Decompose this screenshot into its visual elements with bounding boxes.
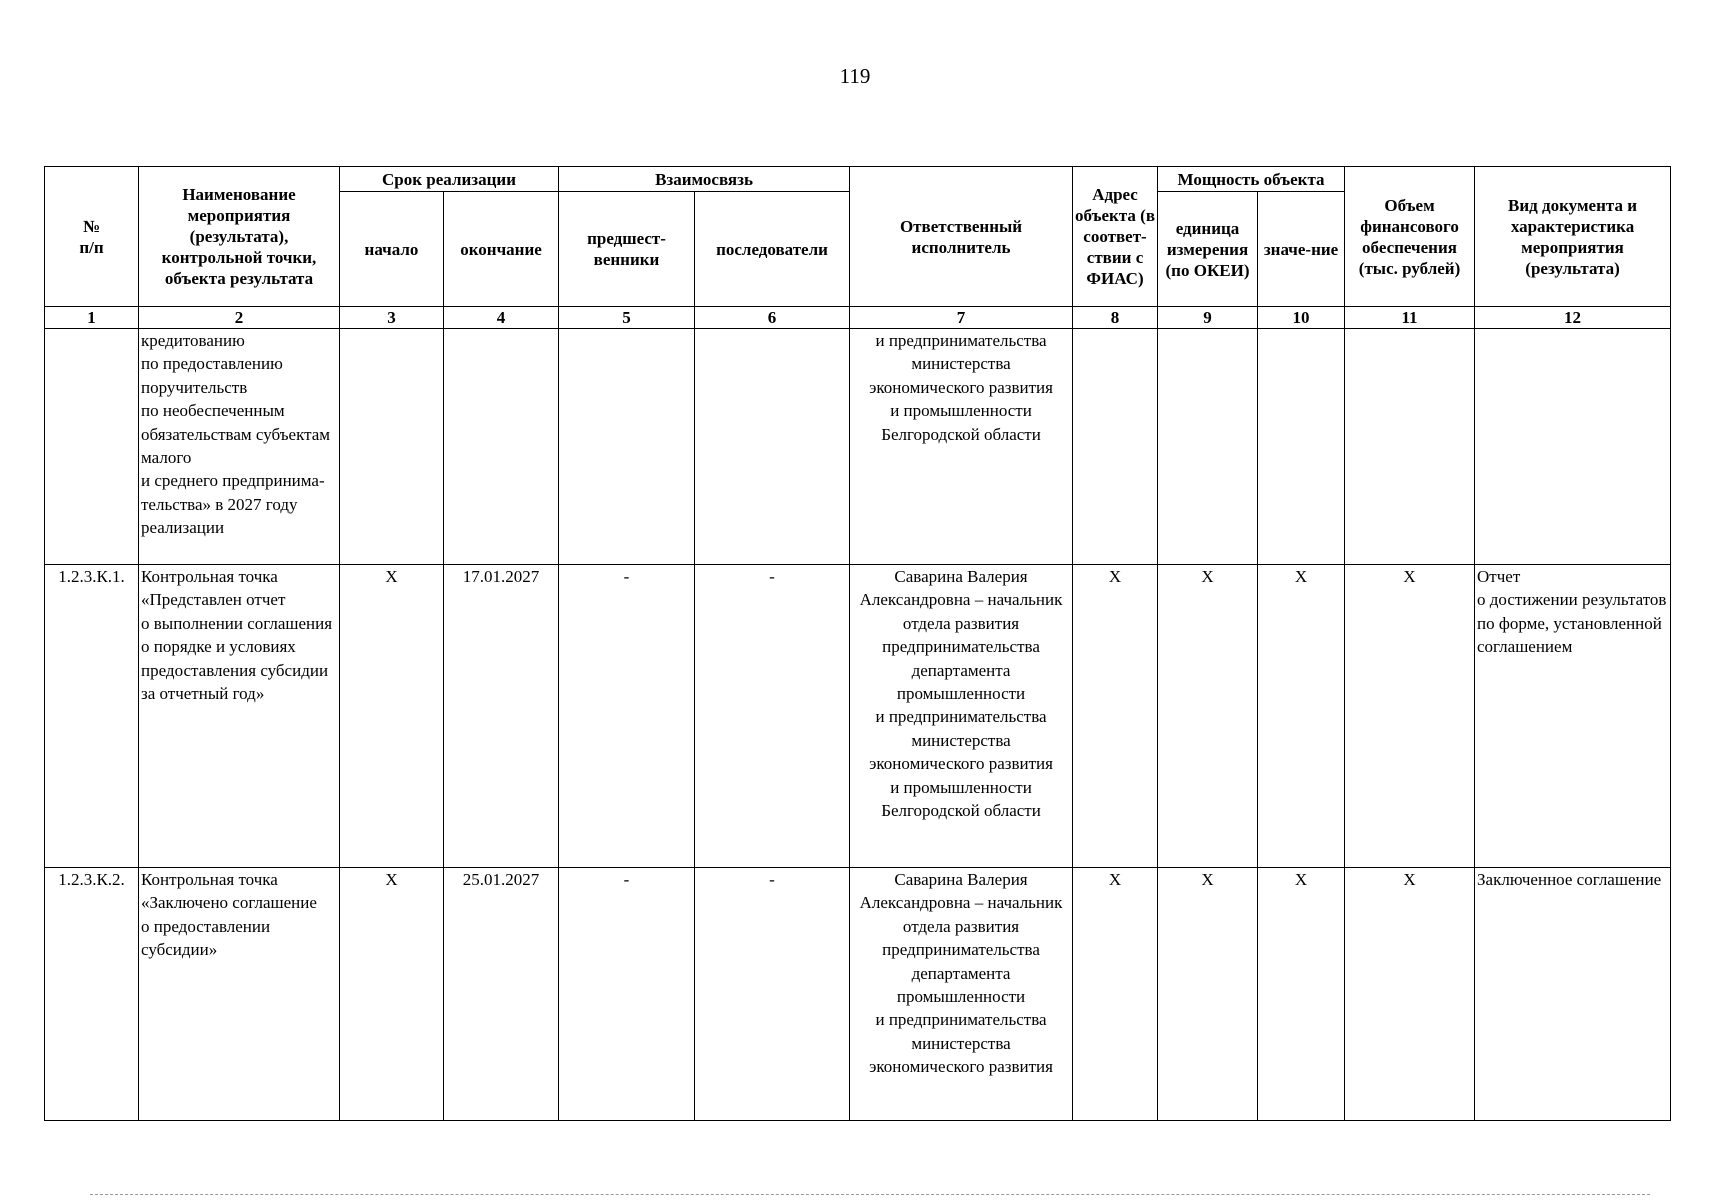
row-start (340, 329, 444, 565)
row-responsible: Саварина Валерия Александровна – начальник отдела развития предпринимательства департамента промышленности и предпринимательства министерства экономического развития (850, 868, 1073, 1121)
row-number: 1.2.3.К.1. (45, 565, 139, 868)
header-document: Вид документа и характеристика мероприятия (результата) (1475, 167, 1671, 307)
row-name: кредитованию по предоставлению поручительств по необеспеченным обязательствам субъектам малого и среднего предпринима-тельства» в 2027 году реализации (139, 329, 340, 565)
header-group-link: Взаимосвязь (559, 167, 850, 192)
row-responsible: Саварина Валерия Александровна – начальник отдела развития предпринимательства департамента промышленности и предпринимательства министерства экономического развития и промышленности Белгородской области (850, 565, 1073, 868)
row-value (1258, 329, 1345, 565)
row-name: Контрольная точка «Представлен отчет о выполнении соглашения о порядке и условиях предоставления субсидии за отчетный год» (139, 565, 340, 868)
header-num: № п/п (45, 167, 139, 307)
column-number: 3 (340, 307, 444, 329)
plan-table-container (44, 166, 1670, 1121)
row-responsible: и предпринимательства министерства экономического развития и промышленности Белгородской области (850, 329, 1073, 565)
column-number: 8 (1073, 307, 1158, 329)
row-number: 1.2.3.К.2. (45, 868, 139, 1121)
header-predecessors: предшест-венники (559, 192, 695, 307)
row-predecessors: - (559, 565, 695, 868)
column-number: 4 (444, 307, 559, 329)
row-start: X (340, 565, 444, 868)
header-address: Адрес объекта (в соответ-ствии с ФИАС) (1073, 167, 1158, 307)
header-end: окончание (444, 192, 559, 307)
row-unit (1158, 329, 1258, 565)
row-value: X (1258, 868, 1345, 1121)
row-finance: X (1345, 868, 1475, 1121)
header-unit: единица измерения (по ОКЕИ) (1158, 192, 1258, 307)
column-number: 11 (1345, 307, 1475, 329)
row-successors (695, 329, 850, 565)
header-group-capacity: Мощность объекта (1158, 167, 1345, 192)
column-number: 2 (139, 307, 340, 329)
row-end (444, 329, 559, 565)
header-group-term: Срок реализации (340, 167, 559, 192)
row-address (1073, 329, 1158, 565)
column-number: 12 (1475, 307, 1671, 329)
row-successors: - (695, 565, 850, 868)
column-number: 5 (559, 307, 695, 329)
header-successors: последователи (695, 192, 850, 307)
row-name: Контрольная точка «Заключено соглашение о предоставлении субсидии» (139, 868, 340, 1121)
row-finance (1345, 329, 1475, 565)
row-address: X (1073, 868, 1158, 1121)
row-document: Отчет о достижении результатов по форме, установленной соглашением (1475, 565, 1671, 868)
row-finance: X (1345, 565, 1475, 868)
page-number: 119 (839, 64, 871, 88)
row-unit: X (1158, 565, 1258, 868)
row-document (1475, 329, 1671, 565)
row-end: 25.01.2027 (444, 868, 559, 1121)
column-number: 10 (1258, 307, 1345, 329)
row-address: X (1073, 565, 1158, 868)
row-unit: X (1158, 868, 1258, 1121)
plan-table (44, 166, 1671, 1121)
column-number: 6 (695, 307, 850, 329)
row-predecessors (559, 329, 695, 565)
row-number (45, 329, 139, 565)
row-start: X (340, 868, 444, 1121)
header-finance: Объем финансового обеспечения (тыс. рублей) (1345, 167, 1475, 307)
header-start: начало (340, 192, 444, 307)
table-row (45, 868, 1671, 1121)
page-bottom-rule (90, 1194, 1650, 1195)
column-number: 9 (1158, 307, 1258, 329)
header-value: значе-ние (1258, 192, 1345, 307)
column-number: 1 (45, 307, 139, 329)
row-successors: - (695, 868, 850, 1121)
table-row (45, 565, 1671, 868)
row-value: X (1258, 565, 1345, 868)
row-end: 17.01.2027 (444, 565, 559, 868)
header-responsible: Ответственный исполнитель (850, 167, 1073, 307)
table-row (45, 329, 1671, 565)
row-document: Заключенное соглашение (1475, 868, 1671, 1121)
row-predecessors: - (559, 868, 695, 1121)
column-number: 7 (850, 307, 1073, 329)
header-name: Наименование мероприятия (результата), контрольной точки, объекта результата (139, 167, 340, 307)
